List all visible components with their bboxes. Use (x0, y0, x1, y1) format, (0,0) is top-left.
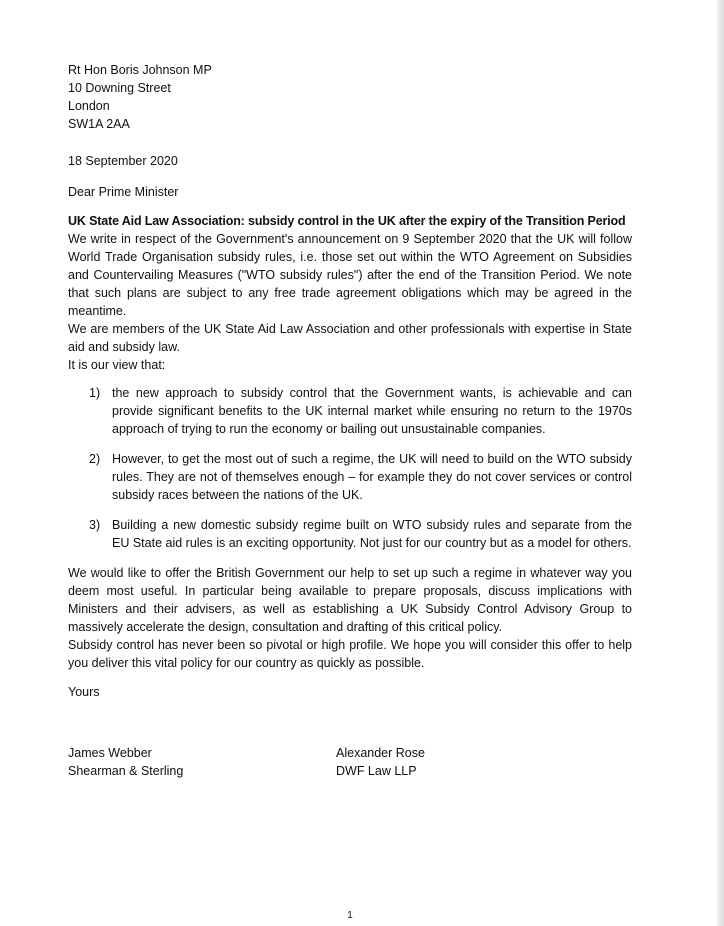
recipient-street: 10 Downing Street (68, 81, 171, 95)
signature-block (68, 744, 632, 784)
recipient-address (68, 61, 632, 133)
list-item (68, 450, 632, 504)
list-item-number: 1) (89, 386, 101, 400)
numbered-points (68, 384, 632, 552)
signatory-left (68, 744, 183, 780)
closing: Yours (68, 685, 100, 699)
page-edge-shadow (717, 0, 724, 926)
list-item-text: However, to get the most out of such a regime, the UK will need to build on the WTO subsidy rules. They are not of themselves enough – for example they do not cover services or control subsidy races between the nations of the UK. (112, 452, 632, 502)
signatory-firm: Shearman & Sterling (68, 764, 184, 778)
signatory-name: James Webber (68, 746, 152, 760)
signatory-name: Alexander Rose (336, 746, 425, 760)
signatory-right (336, 744, 425, 780)
list-item (68, 384, 632, 438)
paragraph-conclusion: Subsidy control has never been so pivotal or high profile. We hope you will consider this offer to help you deliver this vital policy for our country as quickly as possible. (68, 638, 632, 670)
list-item-text: the new approach to subsidy control that the Government wants, is achievable and can provide significant benefits to the UK internal market while ensuring no return to the 1970s approach of trying to run the economy or bailing out unsustainable companies. (112, 386, 632, 436)
recipient-city: London (68, 99, 110, 113)
subject-line: UK State Aid Law Association: subsidy control in the UK after the expiry of the Transition Period (68, 214, 626, 228)
paragraph-announcement: We write in respect of the Government's announcement on 9 September 2020 that the UK will follow World Trade Organisation subsidy rules, i.e. those set out within the WTO Agreement on Subsidies and Countervailing Measures ("WTO subsidy rules") after the end of the Transition Period. We note that such plans are subject to any free trade agreement obligations which may be agreed in the meantime. (68, 232, 632, 318)
list-item-number: 2) (89, 452, 101, 466)
letter-body (68, 61, 632, 784)
list-item-number: 3) (89, 518, 101, 532)
letter-date: 18 September 2020 (68, 154, 178, 168)
recipient-postcode: SW1A 2AA (68, 117, 130, 131)
list-item (68, 516, 632, 552)
paragraph-view-intro: It is our view that: (68, 358, 166, 372)
paragraph-membership: We are members of the UK State Aid Law Association and other professionals with expertise in State aid and subsidy law. (68, 322, 632, 354)
page-number: 1 (347, 910, 353, 921)
paragraph-offer: We would like to offer the British Government our help to set up such a regime in whatever way you deem most useful. In particular being available to prepare proposals, discuss implications with Ministers and their advisers, as well as establishing a UK Subsidy Control Advisory Group to massively accelerate the design, consultation and drafting of this critical policy. (68, 566, 632, 634)
list-item-text: Building a new domestic subsidy regime built on WTO subsidy rules and separate from the EU State aid rules is an exciting opportunity. Not just for our country but as a model for others. (112, 518, 632, 550)
recipient-name: Rt Hon Boris Johnson MP (68, 63, 212, 77)
salutation: Dear Prime Minister (68, 185, 179, 199)
signatory-firm: DWF Law LLP (336, 764, 417, 778)
